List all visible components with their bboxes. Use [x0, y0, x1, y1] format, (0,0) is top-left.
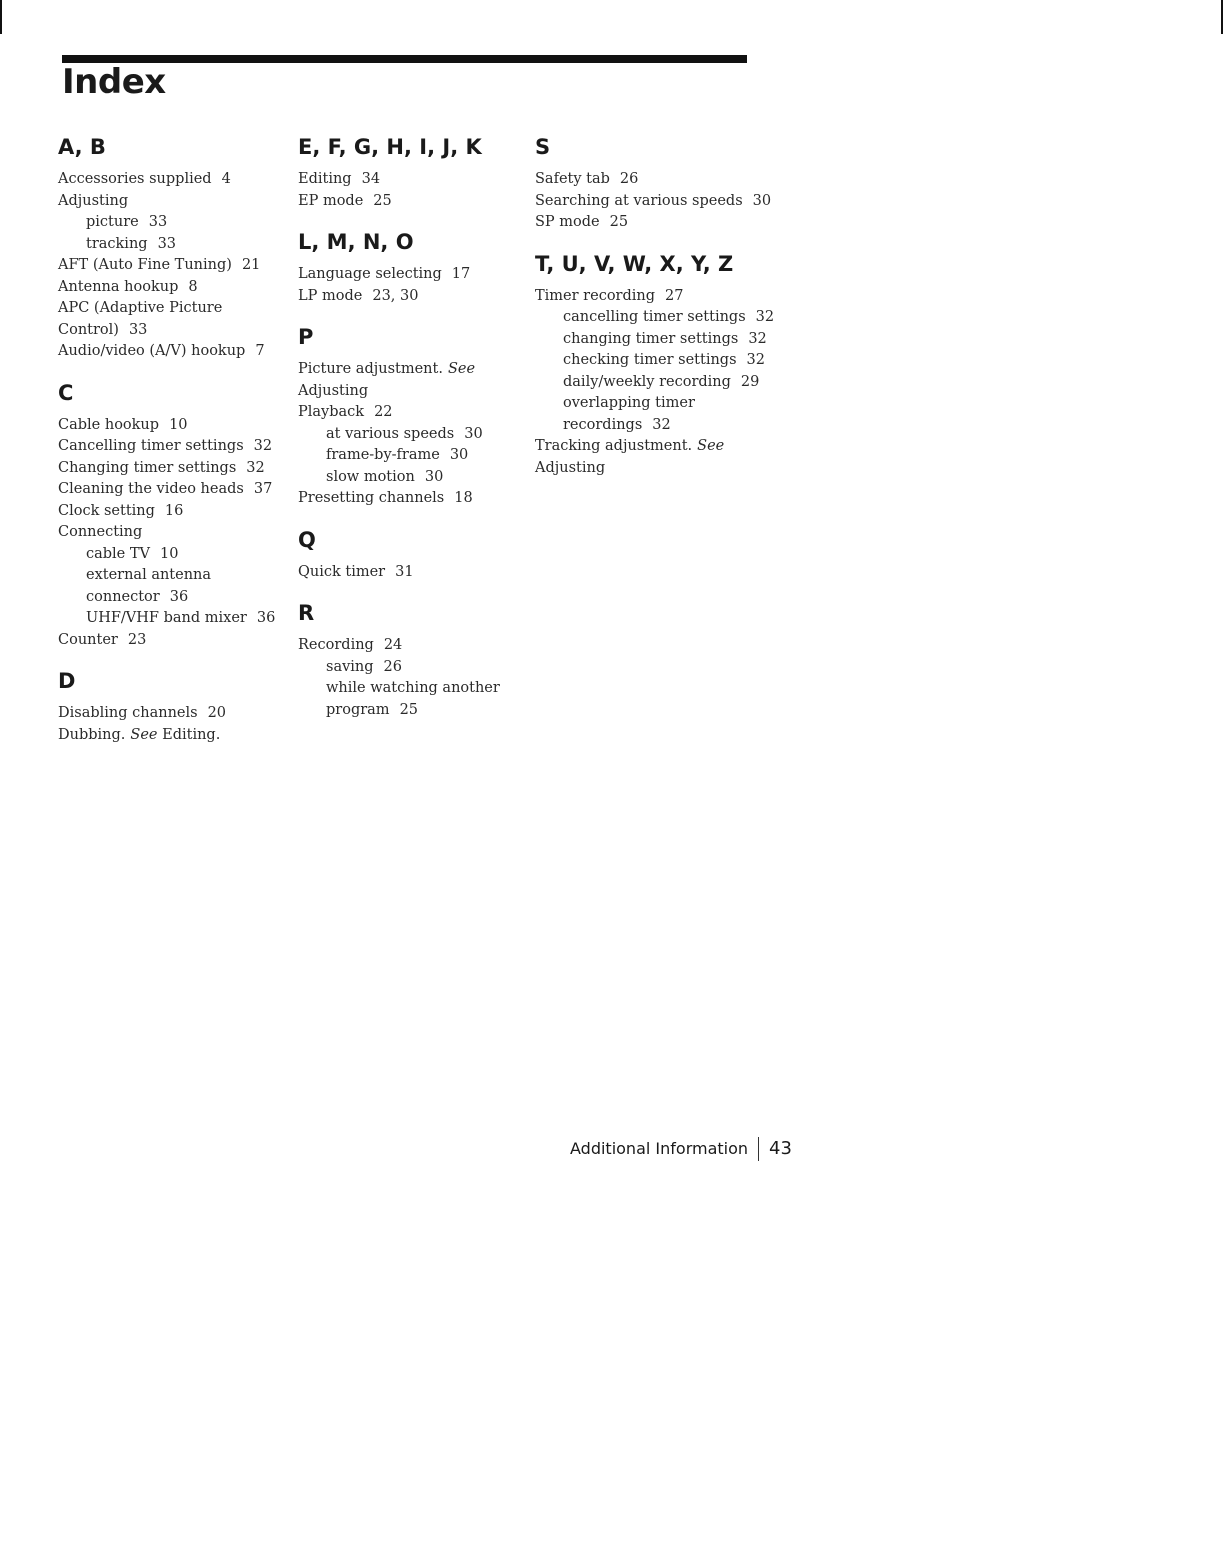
entry-term: Counter	[58, 631, 118, 648]
entry-term: Changing timer settings	[58, 459, 237, 476]
index-entry	[535, 169, 775, 191]
index-entry	[298, 286, 538, 308]
entry-page-number: 36	[169, 588, 189, 605]
index-entry	[58, 255, 298, 277]
index-entry	[535, 286, 775, 308]
entry-term: overlapping timer recordings	[563, 395, 695, 433]
entry-term: Tracking adjustment.	[535, 438, 693, 454]
index-section	[298, 526, 538, 584]
footer-section-name: Additional Information	[570, 1139, 749, 1158]
entry-page-number: 32	[746, 352, 765, 368]
entry-page-number: 27	[665, 287, 684, 304]
entry-page-number: 21	[241, 257, 261, 273]
index-entry	[535, 191, 775, 213]
entry-term: Safety tab	[535, 171, 610, 187]
entry-list	[298, 359, 538, 510]
page-edge-mark-left	[0, 0, 2, 34]
entry-term: Adjusting	[58, 192, 129, 209]
entry-term: Playback	[298, 404, 365, 420]
index-entry	[58, 479, 298, 501]
entry-page-number: 34	[361, 171, 381, 187]
index-subentry	[535, 372, 775, 394]
entry-page-number: 7	[255, 343, 265, 359]
index-entry	[298, 264, 538, 286]
index-section	[58, 667, 298, 746]
section-heading: R	[298, 601, 315, 625]
index-subentry	[58, 234, 298, 256]
index-entry	[58, 501, 298, 523]
entry-term: tracking	[86, 235, 148, 252]
index-column-3	[535, 133, 775, 495]
entry-term: Clock setting	[58, 502, 155, 519]
index-entry	[58, 169, 298, 191]
entry-list	[58, 703, 298, 746]
index-subentry	[58, 544, 298, 566]
entry-term: Timer recording	[535, 287, 656, 304]
index-entry	[298, 169, 538, 191]
entry-term: checking timer settings	[563, 352, 737, 368]
entry-page-number: 36	[256, 610, 276, 626]
index-entry	[298, 635, 538, 657]
entry-list	[535, 169, 775, 234]
entry-page-number: 33	[148, 214, 168, 230]
section-heading: E, F, G, H, I, J, K	[298, 135, 482, 159]
entry-page-number: 23	[127, 631, 147, 648]
entry-page-number: 24	[383, 637, 403, 653]
entry-term: Accessories supplied	[58, 171, 212, 187]
page-footer	[570, 1137, 792, 1161]
index-section	[298, 323, 538, 510]
index-subentry	[535, 307, 775, 329]
entry-term: frame-by-frame	[326, 447, 440, 463]
index-entry	[58, 630, 298, 652]
entry-page-number: 10	[160, 545, 179, 562]
entry-page-number: 10	[169, 416, 188, 433]
entry-page-number: 33	[157, 235, 177, 252]
entry-term: Presetting channels	[298, 490, 445, 506]
entry-list	[298, 169, 538, 212]
index-entry	[298, 402, 538, 424]
entry-term: Searching at various speeds	[535, 192, 743, 209]
entry-page-number: 32	[755, 309, 775, 325]
entry-term: slow motion	[326, 468, 415, 485]
entry-page-number: 18	[454, 490, 473, 506]
entry-page-number: 33	[128, 321, 148, 338]
entry-term: picture	[86, 214, 139, 230]
entry-page-number: 32	[652, 416, 671, 433]
entry-page-number: 37	[253, 481, 273, 497]
index-subentry	[298, 657, 538, 679]
index-section	[535, 250, 775, 480]
entry-page-number: 26	[383, 658, 402, 675]
entry-page-number: 32	[253, 438, 273, 454]
entry-page-number: 22	[374, 404, 393, 420]
entry-term: Editing	[298, 171, 352, 187]
see-reference: See	[130, 726, 158, 743]
index-section	[58, 379, 298, 652]
entry-term: SP mode	[535, 214, 600, 230]
index-entry	[298, 488, 538, 510]
entry-page-number: 8	[188, 278, 198, 295]
section-heading: A, B	[58, 135, 106, 159]
index-entry	[58, 341, 298, 363]
index-subentry	[298, 445, 538, 467]
section-heading: D	[58, 669, 76, 693]
entry-list	[298, 562, 538, 584]
see-target: Adjusting	[298, 382, 369, 399]
index-subentry	[58, 608, 298, 630]
see-reference: See	[447, 361, 476, 377]
index-column-2	[298, 133, 538, 737]
index-entry	[58, 191, 298, 213]
entry-term: Cable hookup	[58, 416, 160, 433]
see-reference: See	[697, 438, 725, 454]
index-entry	[535, 212, 775, 234]
page-edge-mark-right	[1221, 0, 1223, 34]
index-section	[58, 133, 298, 363]
entry-term: cancelling timer settings	[563, 309, 746, 325]
entry-term: while watching another program	[326, 680, 500, 718]
index-subentry	[535, 329, 775, 351]
see-target: Editing.	[162, 726, 221, 743]
entry-page-number: 4	[221, 171, 231, 187]
section-heading: Q	[298, 527, 316, 552]
entry-term: Recording	[298, 637, 374, 653]
index-entry	[58, 725, 298, 747]
index-entry	[58, 298, 298, 341]
index-section	[298, 133, 538, 212]
section-heading: P	[298, 325, 314, 349]
index-subentry	[535, 393, 775, 436]
index-entry	[58, 277, 298, 299]
index-subentry	[58, 212, 298, 234]
entry-term: APC (Adaptive Picture Control)	[58, 300, 223, 338]
entry-term: external antenna connector	[86, 567, 212, 605]
entry-term: cable TV	[86, 545, 151, 562]
entry-page-number: 25	[373, 192, 392, 209]
entry-term: Language selecting	[298, 266, 442, 282]
index-entry	[298, 562, 538, 584]
index-entry	[58, 522, 298, 544]
entry-term: LP mode	[298, 287, 363, 304]
entry-term: Picture adjustment.	[298, 361, 443, 377]
entry-term: Cleaning the video heads	[58, 481, 244, 497]
entry-page-number: 26	[619, 171, 639, 187]
index-subentry	[298, 424, 538, 446]
entry-page-number: 23, 30	[372, 287, 419, 304]
entry-term: EP mode	[298, 192, 364, 209]
entry-list	[298, 264, 538, 307]
entry-page-number: 29	[740, 373, 760, 390]
index-subentry	[298, 678, 538, 721]
index-section	[535, 133, 775, 234]
entry-page-number: 25	[609, 214, 629, 230]
entry-term: Quick timer	[298, 563, 386, 580]
section-heading: S	[535, 135, 551, 159]
entry-term: changing timer settings	[563, 330, 739, 347]
entry-page-number: 32	[748, 330, 767, 347]
entry-page-number: 16	[164, 502, 184, 519]
entry-page-number: 30	[424, 468, 444, 485]
index-entry	[58, 703, 298, 725]
index-entry	[298, 191, 538, 213]
entry-list	[58, 169, 298, 363]
entry-list	[298, 635, 538, 721]
section-heading: T, U, V, W, X, Y, Z	[535, 251, 734, 276]
entry-term: UHF/VHF band mixer	[86, 610, 247, 626]
entry-page-number: 32	[246, 459, 265, 476]
index-section	[298, 599, 538, 721]
entry-term: AFT (Auto Fine Tuning)	[58, 257, 232, 273]
entry-page-number: 25	[399, 701, 419, 718]
entry-term: Connecting	[58, 524, 143, 540]
page-title: Index	[62, 62, 166, 102]
entry-term: Antenna hookup	[58, 278, 179, 295]
footer-page-number: 43	[769, 1138, 792, 1159]
index-subentry	[58, 565, 298, 608]
index-entry	[298, 359, 538, 402]
index-entry	[58, 415, 298, 437]
entry-page-number: 17	[451, 266, 471, 282]
entry-term: saving	[326, 658, 374, 675]
footer-divider	[758, 1137, 759, 1161]
index-subentry	[535, 350, 775, 372]
entry-term: at various speeds	[326, 425, 455, 442]
entry-page-number: 20	[207, 705, 227, 721]
see-target: Adjusting	[535, 459, 606, 476]
section-heading: C	[58, 380, 74, 405]
entry-term: Audio/video (A/V) hookup	[58, 343, 246, 359]
entry-page-number: 30	[464, 425, 483, 442]
entry-page-number: 30	[752, 192, 772, 209]
index-entry	[535, 436, 775, 479]
entry-term: daily/weekly recording	[563, 373, 731, 390]
index-entry	[58, 458, 298, 480]
entry-list	[58, 415, 298, 652]
entry-page-number: 31	[395, 563, 414, 580]
index-section	[298, 228, 538, 307]
section-heading: L, M, N, O	[298, 230, 414, 254]
entry-list	[535, 286, 775, 480]
entry-term: Disabling channels	[58, 705, 198, 721]
entry-term: Cancelling timer settings	[58, 438, 244, 454]
entry-term: Dubbing.	[58, 726, 126, 743]
entry-page-number: 30	[449, 447, 469, 463]
index-entry	[58, 436, 298, 458]
index-subentry	[298, 467, 538, 489]
index-column-1	[58, 133, 298, 762]
